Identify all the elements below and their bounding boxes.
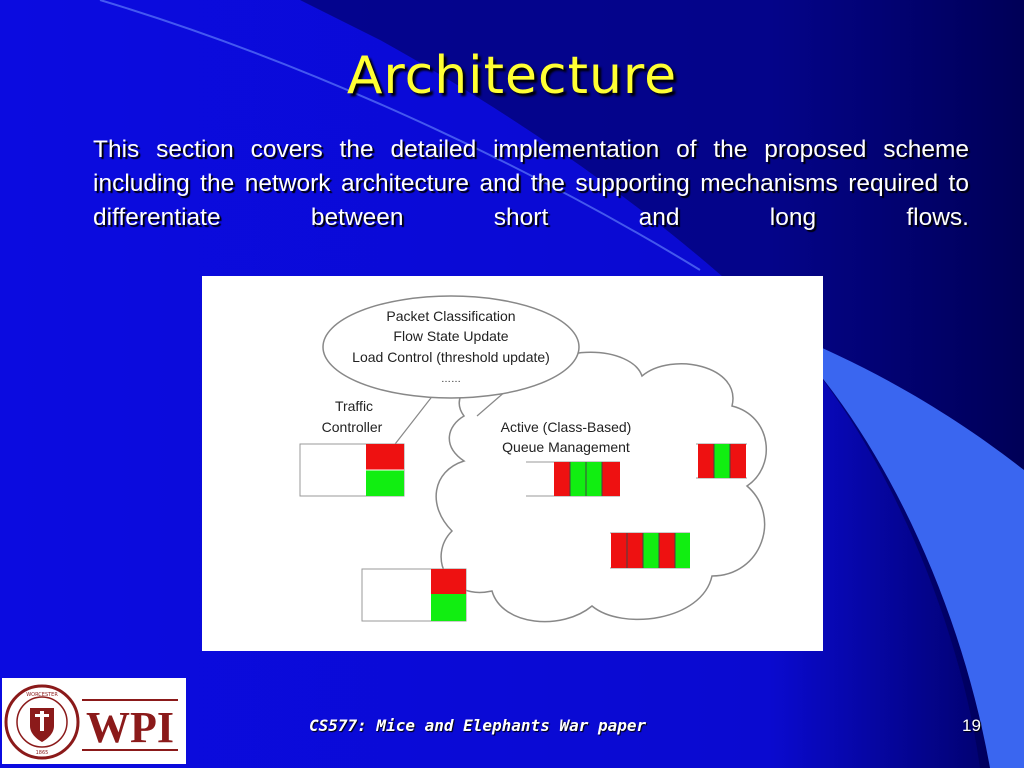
edge-router-queue-2 (362, 569, 466, 621)
footer-text: CS577: Mice and Elephants War paper (309, 716, 647, 735)
bubble-line-packet-classification: Packet Classification (386, 308, 516, 324)
traffic-controller-label-line2: Controller (321, 419, 383, 435)
traffic-controller-label-line1: Traffic (334, 398, 374, 414)
svg-text:WPI: WPI (86, 703, 174, 752)
slide-body-text: This section covers the detailed implementation of the proposed scheme including the network architecture and the supporting mechanisms required to differentiate between short and long flows. (93, 136, 969, 231)
bubble-line-flow-state-update: Flow State Update (393, 328, 509, 344)
page-number: 19 (962, 716, 981, 735)
svg-text:1865: 1865 (35, 750, 49, 756)
bubble-line-load-control: Load Control (threshold update) (352, 349, 550, 365)
slide-title: Architecture (346, 46, 678, 106)
architecture-diagram (202, 276, 823, 651)
core-queue-3 (610, 533, 690, 568)
queue-management-label-line1: Active (Class-Based) (500, 419, 632, 435)
queue-management-label-line2: Queue Management (502, 439, 630, 455)
wpi-logo (2, 678, 186, 764)
bubble-line-ellipsis: …… (441, 374, 461, 385)
edge-router-queue-1 (300, 444, 404, 496)
svg-text:WORCESTER: WORCESTER (26, 692, 58, 698)
core-queue-2 (696, 444, 747, 478)
